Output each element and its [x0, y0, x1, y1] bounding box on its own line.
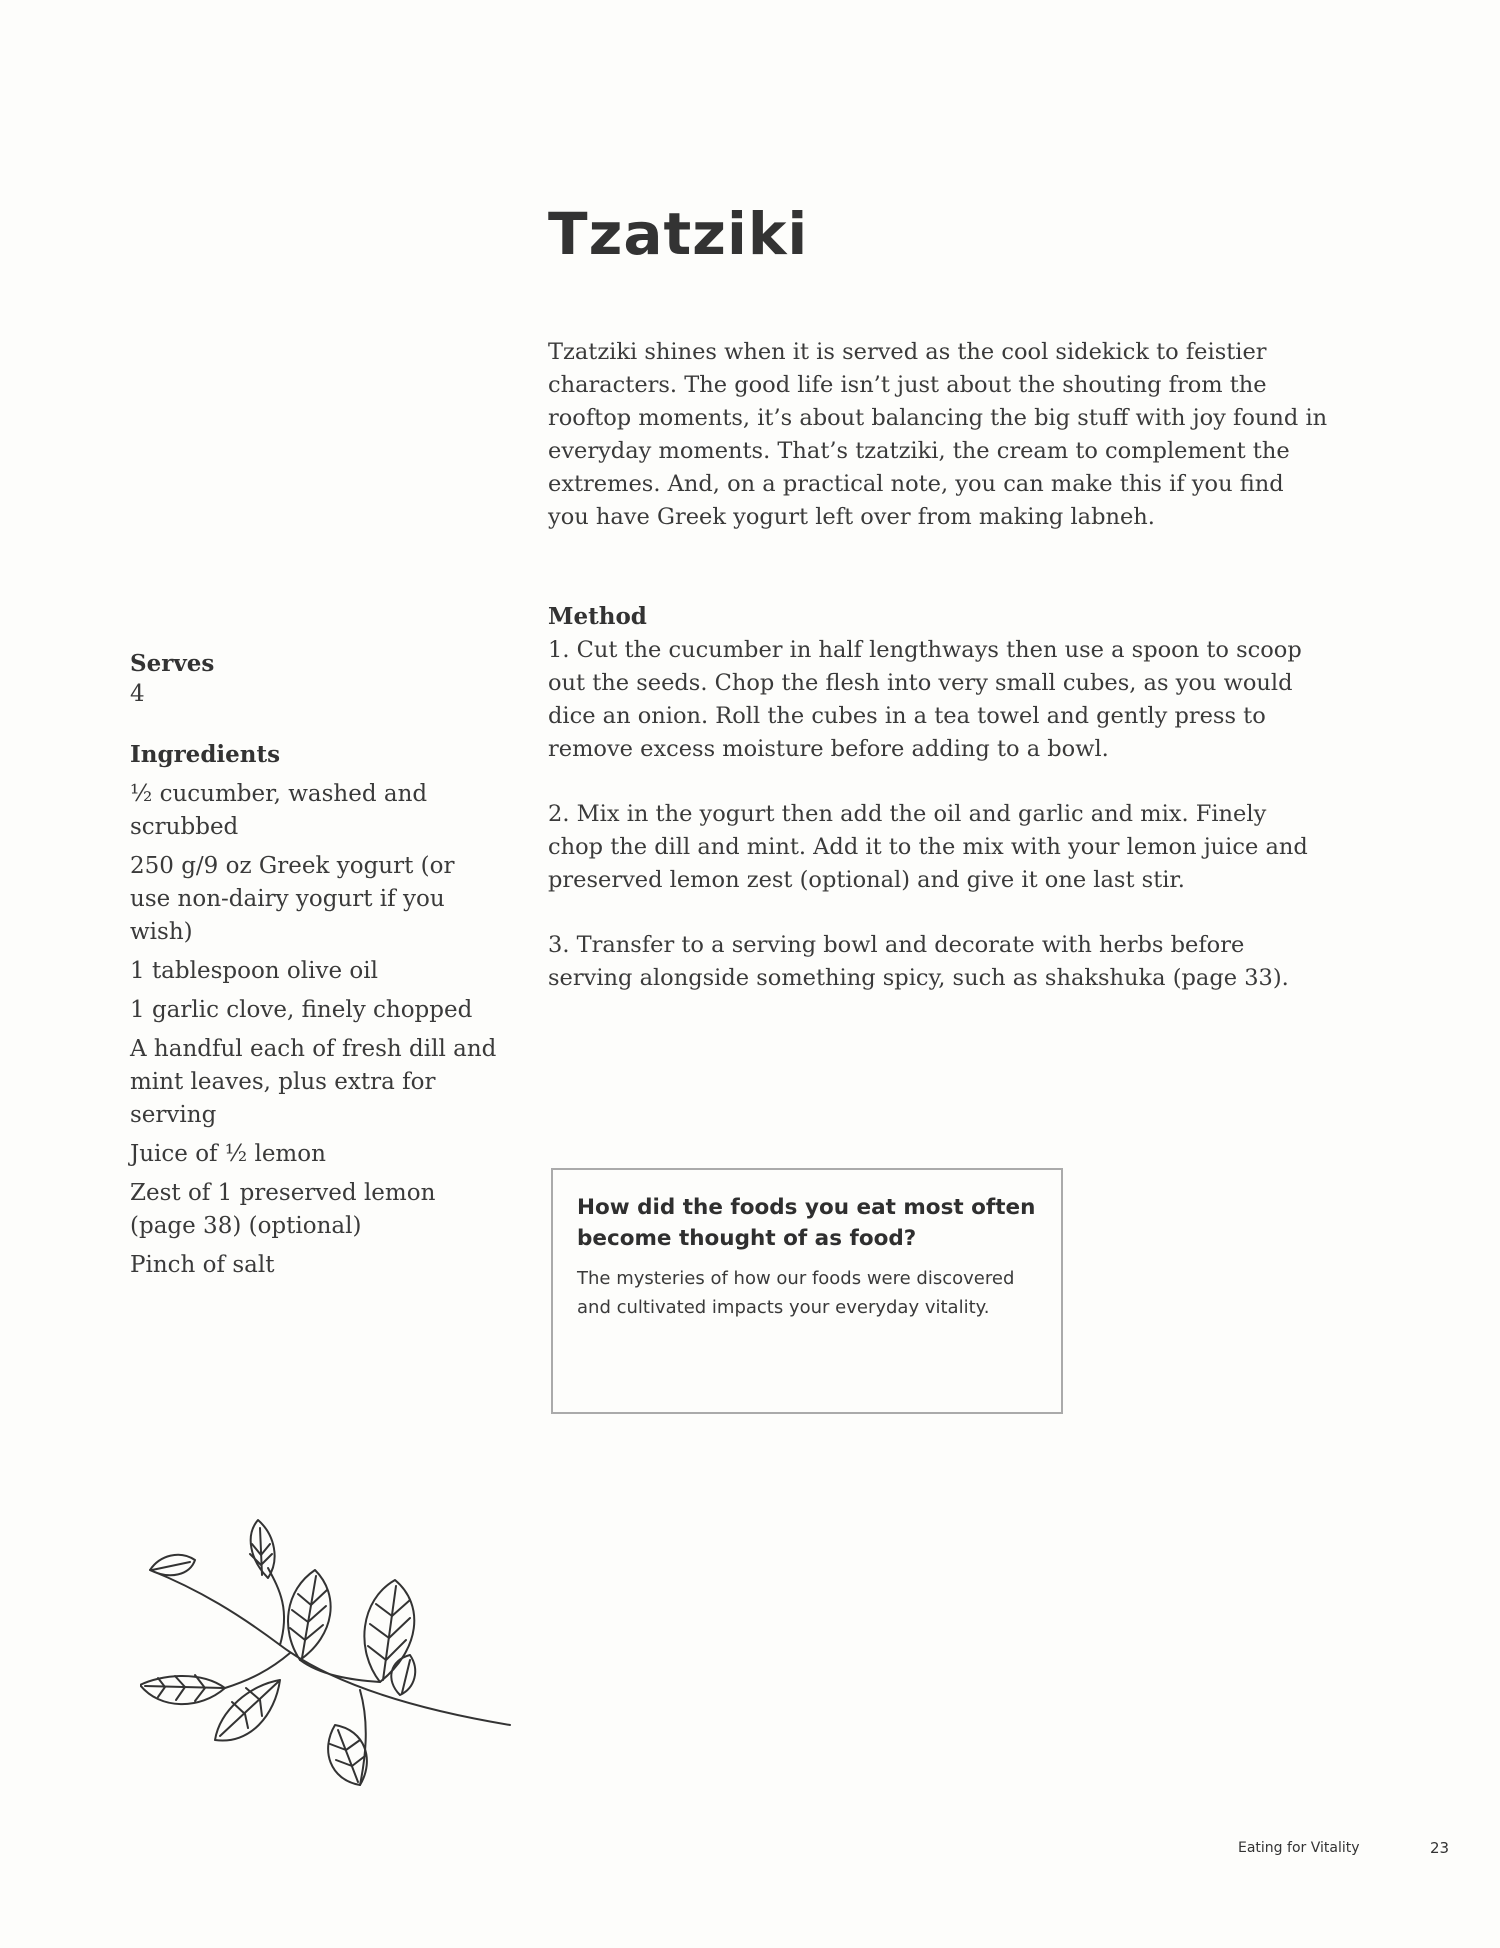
- method-heading: Method: [548, 603, 647, 630]
- ingredient-item: A handful each of fresh dill and mint leaves, plus extra for serving: [130, 1036, 497, 1128]
- ingredient-item: 250 g/9 oz Greek yogurt (or use non-dairy yogurt if you wish): [130, 853, 455, 945]
- intro-paragraph: Tzatziki shines when it is served as the cool sidekick to feistier characters. The good life isn’t just about the shouting from the rooftop moments, it’s about balancing the big stuff with joy found in everyday moments. That’s tzatziki, the cream to complement the extremes. And, on a practical note, you can make this if you find you have Greek yogurt left over from making labneh.: [548, 339, 1328, 530]
- ingredient-item: Pinch of salt: [130, 1252, 275, 1278]
- ingredient-item: ½ cucumber, washed and scrubbed: [130, 781, 428, 840]
- callout-question: How did the foods you eat most often become thought of as food?: [577, 1195, 1036, 1251]
- ingredient-item: 1 garlic clove, finely chopped: [130, 997, 473, 1023]
- method-step: 1. Cut the cucumber in half lengthways then use a spoon to scoop out the seeds. Chop the flesh into very small cubes, as you would dice an onion. Roll the cubes in a tea towel and gently press to remove excess moisture before adding to a bowl.: [548, 637, 1302, 762]
- serves-heading: Serves: [130, 650, 215, 677]
- ingredient-item: 1 tablespoon olive oil: [130, 958, 378, 984]
- method-steps: [548, 634, 1328, 995]
- method-section: [548, 603, 1328, 1027]
- ingredient-item: Zest of 1 preserved lemon (page 38) (optional): [130, 1180, 436, 1239]
- footer-section-title: Eating for Vitality: [1238, 1840, 1360, 1856]
- page-title: Tzatziki: [548, 200, 809, 268]
- callout-body: The mysteries of how our foods were discovered and cultivated impacts your everyday vitality.: [577, 1268, 1015, 1318]
- method-step: 3. Transfer to a serving bowl and decorate with herbs before serving alongside something spicy, such as shakshuka (page 33).: [548, 932, 1289, 991]
- callout-box: [551, 1168, 1063, 1414]
- ingredients-heading: Ingredients: [130, 741, 281, 768]
- page-number: 23: [1430, 1839, 1450, 1857]
- ingredients-list: [130, 778, 500, 1282]
- ingredient-item: Juice of ½ lemon: [130, 1141, 326, 1167]
- recipe-sidebar: [130, 650, 500, 1288]
- method-step: 2. Mix in the yogurt then add the oil and garlic and mix. Finely chop the dill and mint. Add it to the mix with your lemon juice and preserved lemon zest (optional) and give it one last stir.: [548, 801, 1308, 893]
- mint-sprig-icon: [140, 1510, 520, 1825]
- serves-value: 4: [130, 681, 145, 707]
